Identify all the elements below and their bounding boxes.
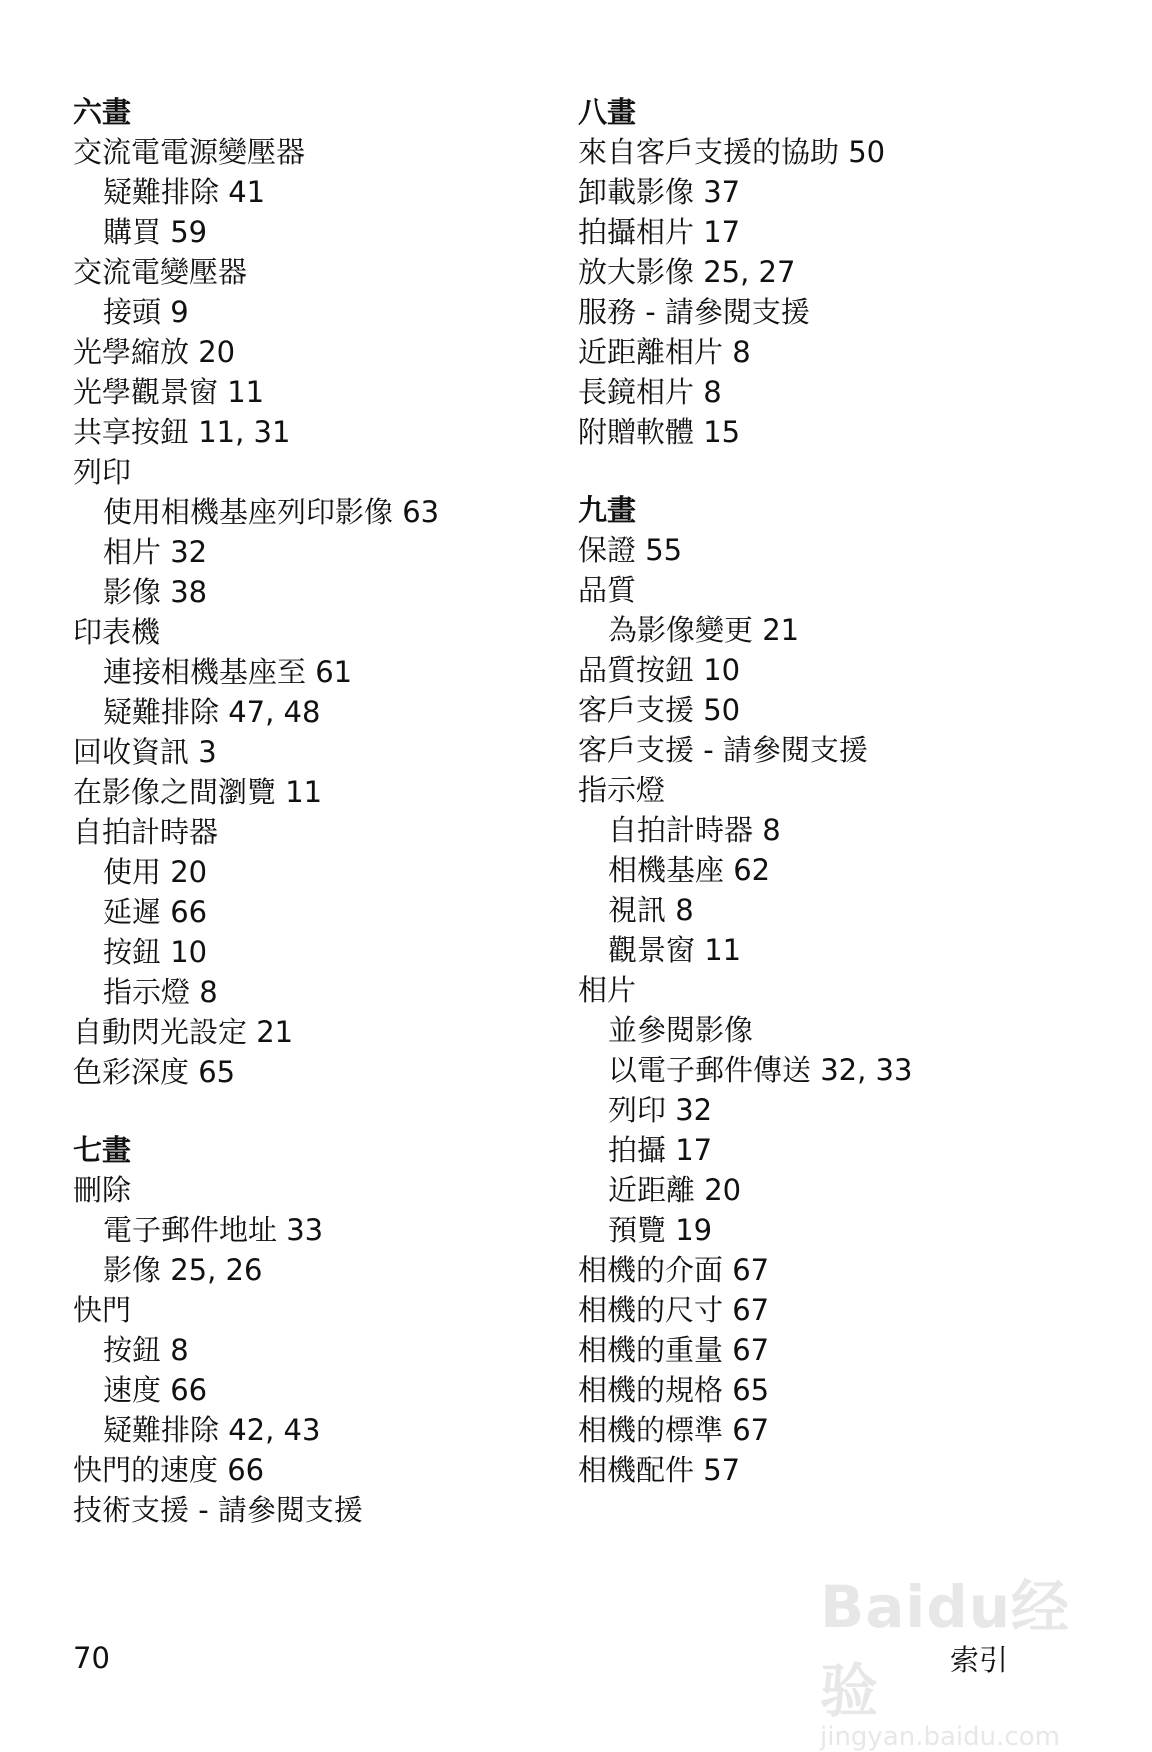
index-subentry: 視訊 8 bbox=[608, 893, 694, 927]
index-subentry: 近距離 20 bbox=[608, 1173, 742, 1207]
index-entry: 交流電變壓器 bbox=[73, 255, 248, 289]
index-entry: 快門 bbox=[73, 1293, 132, 1327]
index-entry: 卸載影像 37 bbox=[578, 175, 741, 209]
index-column-left bbox=[73, 92, 543, 1530]
index-subentry: 使用相機基座列印影像 63 bbox=[103, 495, 440, 529]
section-heading: 七畫 bbox=[73, 1133, 132, 1167]
watermark-logo: Baidu经验 bbox=[820, 1573, 1071, 1725]
index-subentry: 為影像變更 21 bbox=[608, 613, 800, 647]
index-entry: 近距離相片 8 bbox=[578, 335, 751, 369]
index-subentry: 指示燈 8 bbox=[103, 975, 218, 1009]
index-subentry: 連接相機基座至 61 bbox=[103, 655, 353, 689]
baidu-watermark bbox=[820, 1560, 1110, 1752]
index-entry: 快門的速度 66 bbox=[73, 1453, 265, 1487]
index-entry: 自動閃光設定 21 bbox=[73, 1015, 294, 1049]
index-subentry: 疑難排除 47, 48 bbox=[103, 695, 321, 729]
index-entry: 刪除 bbox=[73, 1173, 132, 1207]
watermark-url: jingyan.baidu.com bbox=[820, 1722, 1060, 1752]
index-entry: 拍攝相片 17 bbox=[578, 215, 741, 249]
index-entry: 列印 bbox=[73, 455, 132, 489]
index-subentry: 拍攝 17 bbox=[608, 1133, 713, 1167]
index-subentry: 購買 59 bbox=[103, 215, 208, 249]
index-entry: 相機的標準 67 bbox=[578, 1413, 770, 1447]
index-entry: 在影像之間瀏覽 11 bbox=[73, 775, 323, 809]
index-subentry: 電子郵件地址 33 bbox=[103, 1213, 324, 1247]
index-subentry: 列印 32 bbox=[608, 1093, 713, 1127]
section-gap bbox=[578, 452, 1098, 490]
index-entry: 放大影像 25, 27 bbox=[578, 255, 796, 289]
index-column-right bbox=[578, 92, 1098, 1490]
index-entry: 交流電電源變壓器 bbox=[73, 135, 306, 169]
index-entry: 共享按鈕 11, 31 bbox=[73, 415, 291, 449]
index-subentry: 使用 20 bbox=[103, 855, 208, 889]
index-entry: 客戶支援 50 bbox=[578, 693, 741, 727]
index-subentry: 速度 66 bbox=[103, 1373, 208, 1407]
index-entry: 光學縮放 20 bbox=[73, 335, 236, 369]
index-entry: 相機的重量 67 bbox=[578, 1333, 770, 1367]
page-number: 70 bbox=[73, 1641, 110, 1675]
page-section-label: 索引 bbox=[950, 1643, 1009, 1677]
index-entry: 品質按鈕 10 bbox=[578, 653, 741, 687]
index-subentry: 影像 25, 26 bbox=[103, 1253, 263, 1287]
section-heading: 八畫 bbox=[578, 95, 637, 129]
index-entry: 自拍計時器 bbox=[73, 815, 219, 849]
index-subentry: 自拍計時器 8 bbox=[608, 813, 781, 847]
index-entry: 相片 bbox=[578, 973, 637, 1007]
index-entry: 相機的尺寸 67 bbox=[578, 1293, 770, 1327]
index-entry: 附贈軟體 15 bbox=[578, 415, 741, 449]
index-subentry: 接頭 9 bbox=[103, 295, 189, 329]
index-subentry: 以電子郵件傳送 32, 33 bbox=[608, 1053, 913, 1087]
index-subentry: 影像 38 bbox=[103, 575, 208, 609]
index-entry: 相機的介面 67 bbox=[578, 1253, 770, 1287]
index-subentry: 相機基座 62 bbox=[608, 853, 771, 887]
index-entry: 來自客戶支援的協助 50 bbox=[578, 135, 886, 169]
index-subentry: 並參閱影像 bbox=[608, 1013, 754, 1047]
index-entry: 長鏡相片 8 bbox=[578, 375, 722, 409]
index-entry: 客戶支援 - 請參閱支援 bbox=[578, 733, 868, 767]
index-subentry: 按鈕 8 bbox=[103, 1333, 189, 1367]
index-subentry: 預覽 19 bbox=[608, 1213, 713, 1247]
index-entry: 品質 bbox=[578, 573, 637, 607]
index-subentry: 觀景窗 11 bbox=[608, 933, 742, 967]
index-entry: 保證 55 bbox=[578, 533, 683, 567]
index-entry: 指示燈 bbox=[578, 773, 666, 807]
index-subentry: 相片 32 bbox=[103, 535, 208, 569]
index-entry: 光學觀景窗 11 bbox=[73, 375, 265, 409]
index-entry: 相機的規格 65 bbox=[578, 1373, 770, 1407]
index-subentry: 疑難排除 42, 43 bbox=[103, 1413, 321, 1447]
section-heading: 六畫 bbox=[73, 95, 132, 129]
index-entry: 相機配件 57 bbox=[578, 1453, 741, 1487]
index-entry: 服務 - 請參閱支援 bbox=[578, 295, 810, 329]
index-entry: 技術支援 - 請參閱支援 bbox=[73, 1493, 363, 1527]
index-subentry: 疑難排除 41 bbox=[103, 175, 266, 209]
section-heading: 九畫 bbox=[578, 493, 637, 527]
section-gap bbox=[73, 1092, 543, 1130]
index-subentry: 按鈕 10 bbox=[103, 935, 208, 969]
index-entry: 印表機 bbox=[73, 615, 161, 649]
index-subentry: 延遲 66 bbox=[103, 895, 208, 929]
index-entry: 色彩深度 65 bbox=[73, 1055, 236, 1089]
index-entry: 回收資訊 3 bbox=[73, 735, 217, 769]
